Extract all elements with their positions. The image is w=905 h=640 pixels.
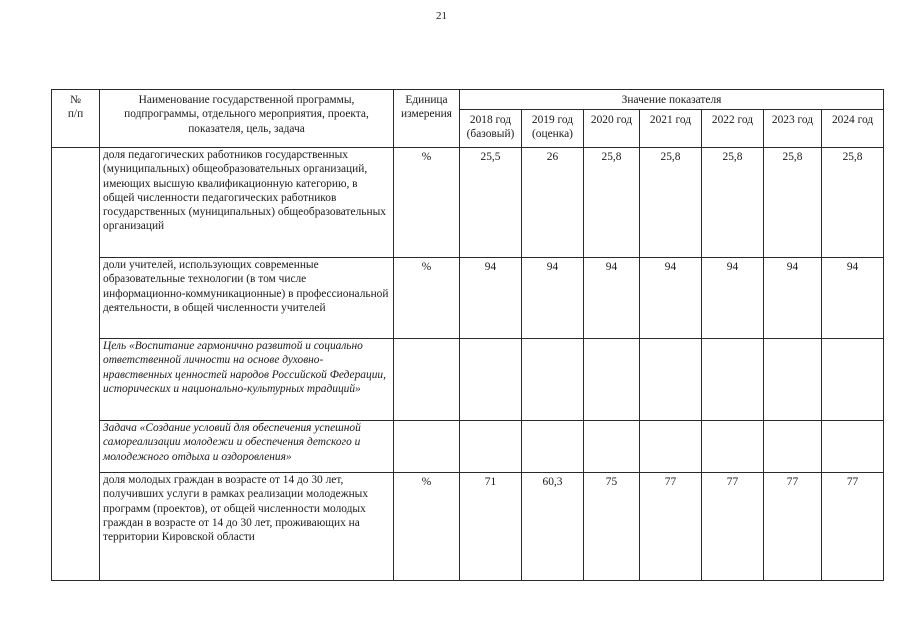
indicator-value: 71 [460,473,522,581]
empty-cell [764,421,822,473]
indicator-value: 25,8 [640,148,702,258]
empty-cell [584,421,640,473]
indicator-value: 94 [822,258,884,339]
table-row [52,473,884,581]
indicator-value: 25,8 [702,148,764,258]
empty-cell [640,421,702,473]
empty-cell [702,421,764,473]
indicator-value: 77 [702,473,764,581]
indicator-name: доля педагогических работников государственных (муниципальных) общеобразовательных организаций, имеющих высшую квалификационную категорию, в общей численности педагогических работников государственных (муниципальных) общеобразовательных организаций [100,148,394,258]
empty-cell [522,339,584,421]
indicator-value: 77 [822,473,884,581]
empty-cell [394,421,460,473]
header-num: № п/п [52,90,100,148]
indicator-value: 26 [522,148,584,258]
empty-cell [640,339,702,421]
indicator-value: 25,8 [584,148,640,258]
goal-text: Цель «Воспитание гармонично развитой и социально ответственной личности на основе духовно-нравственных ценностей народов Российской Федерации, исторических и национально-культурных традиций» [100,339,394,421]
indicator-value: 77 [640,473,702,581]
row-number-cell [52,148,100,581]
indicator-value: 94 [764,258,822,339]
empty-cell [522,421,584,473]
empty-cell [822,421,884,473]
table-row [52,258,884,339]
indicator-value: 77 [764,473,822,581]
header-unit: Единица измерения [394,90,460,148]
indicator-value: 94 [522,258,584,339]
task-text: Задача «Создание условий для обеспечения успешной самореализации молодежи и обеспечения детского и молодежного отдыха и оздоровления» [100,421,394,473]
empty-cell [764,339,822,421]
page-number: 21 [436,10,447,22]
empty-cell [584,339,640,421]
empty-cell [460,339,522,421]
header-year: 2020 год [584,110,640,148]
header-year: 2019 год (оценка) [522,110,584,148]
empty-cell [702,339,764,421]
header-year: 2022 год [702,110,764,148]
indicator-value: 94 [460,258,522,339]
empty-cell [460,421,522,473]
table-row [52,339,884,421]
indicator-value: 25,5 [460,148,522,258]
table-row [52,148,884,258]
header-value-group: Значение показателя [460,90,884,110]
indicator-unit: % [394,473,460,581]
indicator-name: доля молодых граждан в возрасте от 14 до 30 лет, получивших услуги в рамках реализации молодежных программ (проектов), от общей численности молодых граждан в возрасте от 14 до 30 лет, проживающих на территории Кировской области [100,473,394,581]
header-year: 2021 год [640,110,702,148]
indicator-value: 94 [702,258,764,339]
indicator-value: 94 [640,258,702,339]
header-year: 2024 год [822,110,884,148]
empty-cell [394,339,460,421]
table-row [52,421,884,473]
indicator-table [51,89,884,581]
indicator-value: 94 [584,258,640,339]
indicator-value: 60,3 [522,473,584,581]
indicator-value: 25,8 [764,148,822,258]
indicator-unit: % [394,258,460,339]
header-year: 2018 год (базовый) [460,110,522,148]
empty-cell [822,339,884,421]
indicator-value: 25,8 [822,148,884,258]
indicator-value: 75 [584,473,640,581]
header-name: Наименование государственной программы, подпрограммы, отдельного мероприятия, проекта, показателя, цель, задача [100,90,394,148]
indicator-unit: % [394,148,460,258]
header-year: 2023 год [764,110,822,148]
indicator-name: доли учителей, использующих современные образовательные технологии (в том числе информационно-коммуникационные) в профессиональной деятельности, в общей численности учителей [100,258,394,339]
